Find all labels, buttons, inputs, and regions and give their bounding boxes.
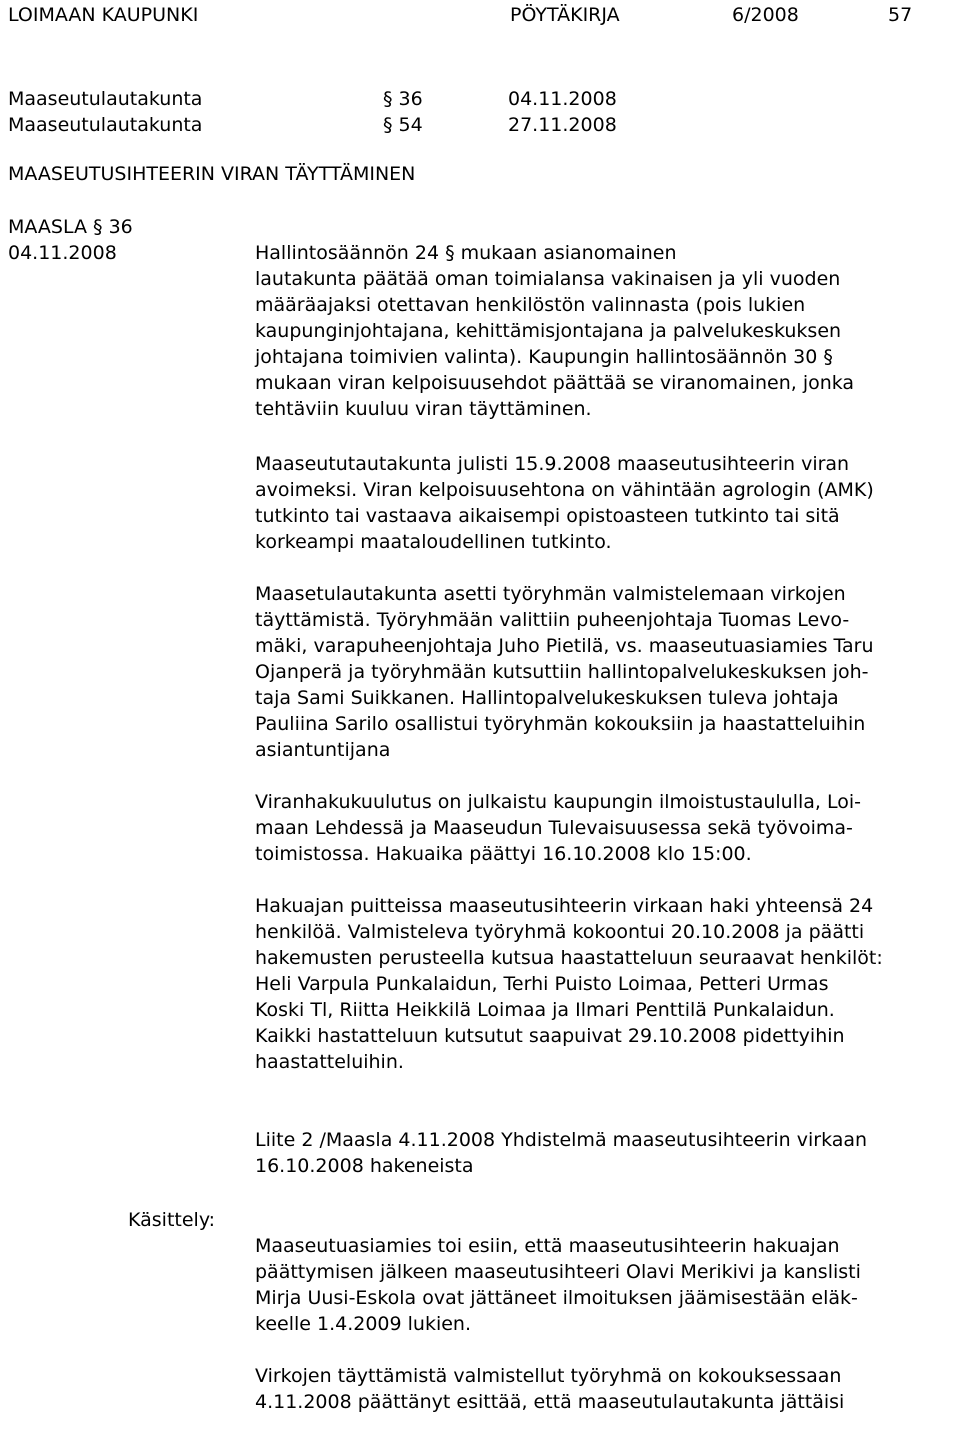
header-org: LOIMAAN KAUPUNKI (8, 4, 199, 26)
case-date: 04.11.2008 (8, 242, 117, 264)
header-page: 57 (888, 4, 913, 26)
paragraph: Viranhakukuulutus on julkaistu kaupungin ilmoistustaululla, Loi- maan Lehdessä ja Maaseudun Tulevaisuusessa sekä työvoima- toimistossa. Hakuaika päättyi 16.10.2008 klo 15:00. (255, 791, 862, 865)
reference-section: § 54 (383, 114, 423, 136)
reference-date: 04.11.2008 (508, 88, 617, 110)
reference-date: 27.11.2008 (508, 114, 617, 136)
header-doc-type: PÖYTÄKIRJA (510, 4, 620, 26)
case-ref: MAASLA § 36 (8, 216, 133, 238)
reference-body: Maaseutulautakunta (8, 88, 203, 110)
paragraph: Hallintosäännön 24 § mukaan asianomainen lautakunta päätää oman toimialansa vakinaisen ja yli vuoden määräajaksi otettavan henkilöstön valinnasta (pois lukien kaupunginjohtajana, kehittämisjontajana ja palvelukeskuksen johtajana toimivien valinta). Kaupungin hallintosäännön 30 § mukaan viran kelpoisuusehdot päättää se viranomainen, jonka tehtäviin kuuluu viran täyttäminen. (255, 242, 855, 420)
attachment-note: Liite 2 /Maasla 4.11.2008 Yhdistelmä maaseutusihteerin virkaan 16.10.2008 hakeneista (255, 1129, 868, 1177)
handling-paragraph: Maaseutuasiamies toi esiin, että maaseutusihteerin hakuajan päättymisen jälkeen maaseutusihteeri Olavi Merikivi ja kanslisti Mirja Uusi-Eskola ovat jättäneet ilmoituksen jäämisestään eläk- keelle 1.4.2009 lukien. (255, 1235, 861, 1335)
paragraph: Hakuajan puitteissa maaseutusihteerin virkaan haki yhteensä 24 henkilöä. Valmisteleva työryhmä kokoontui 20.10.2008 ja päätti hakemusten perusteella kutsua haastatteluun seuraavat henkilöt: Heli Varpula Punkalaidun, Terhi Puisto Loimaa, Petteri Urmas Koski Tl, Riitta Heikkilä Loimaa ja Ilmari Penttilä Punkalaidun. Kaikki hastatteluun kutsutut saapuivat 29.10.2008 pidettyihin haastatteluihin. (255, 895, 883, 1073)
handling-label: Käsittely: (128, 1209, 216, 1231)
paragraph: Maasetulautakunta asetti työryhmän valmistelemaan virkojen täyttämistä. Työryhmään valittiin puheenjohtaja Tuomas Levo- mäki, varapuheenjohtaja Juho Pietilä, vs. maaseutuasiamies Taru Ojanperä ja työryhmään kutsuttiin hallintopalvelukeskuksen joh- taja Sami Suikkanen. Hallintopalvelukeskuksen tuleva johtaja Pauliina Sarilo osallistui työryhmän kokouksiin ja haastatteluihin asiantuntijana (255, 583, 874, 761)
page-title: MAASEUTUSIHTEERIN VIRAN TÄYTTÄMINEN (8, 163, 416, 185)
reference-section: § 36 (383, 88, 423, 110)
header-issue: 6/2008 (732, 4, 799, 26)
handling-paragraph: Virkojen täyttämistä valmistellut työryhmä on kokouksessaan 4.11.2008 päättänyt esittää, että maaseutulautakunta jättäisi (255, 1365, 845, 1413)
paragraph: Maaseututautakunta julisti 15.9.2008 maaseutusihteerin viran avoimeksi. Viran kelpoisuusehtona on vähintään agrologin (AMK) tutkinto tai vastaava aikaisempi opistoasteen tutkinto tai sitä korkeampi maataloudellinen tutkinto. (255, 453, 874, 553)
reference-body: Maaseutulautakunta (8, 114, 203, 136)
